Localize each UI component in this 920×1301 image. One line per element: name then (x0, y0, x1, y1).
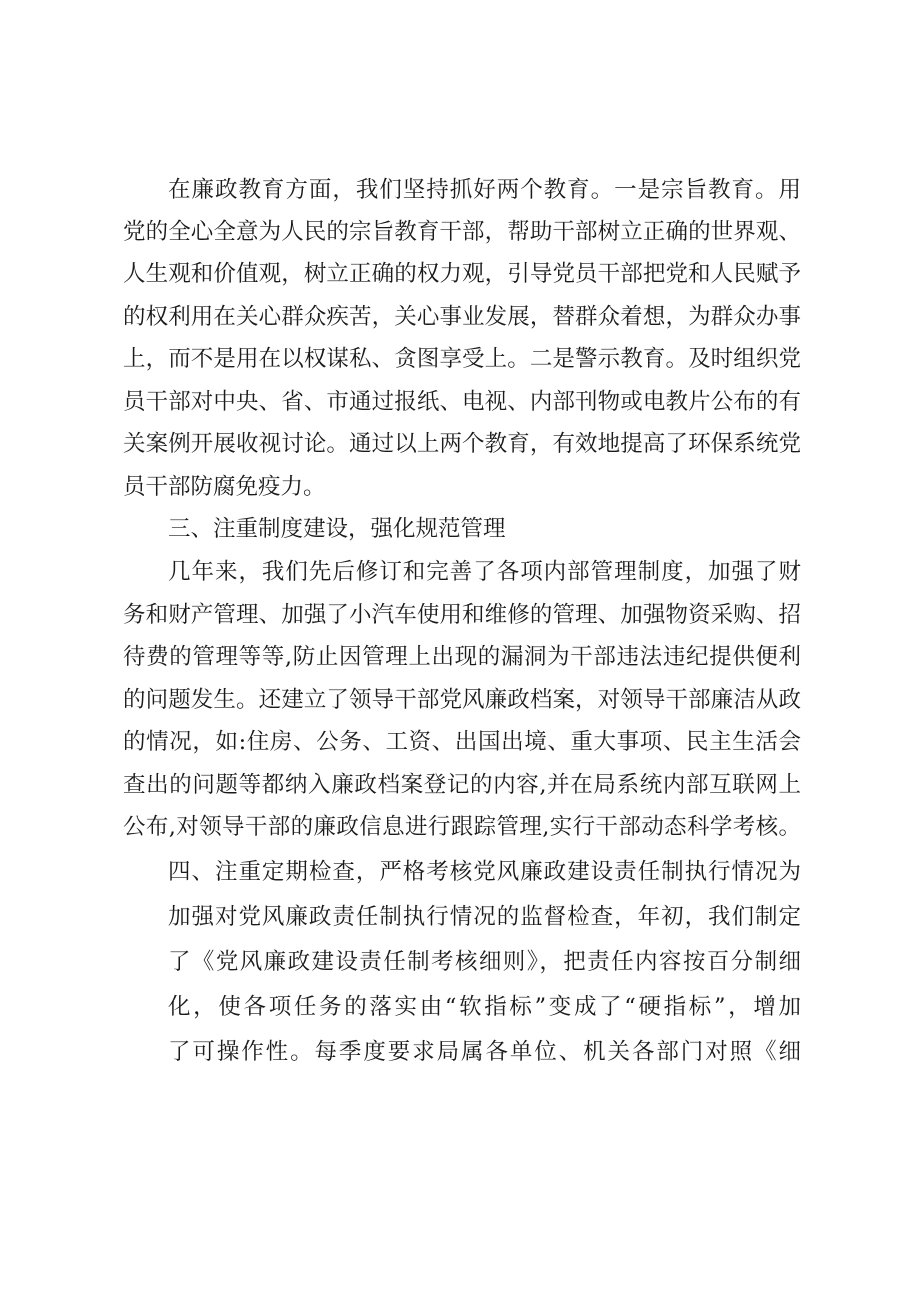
section-heading: 三、注重制度建设，强化规范管理 (168, 516, 506, 542)
paragraph-line: 在廉政教育方面，我们坚持抓好两个教育。一是宗旨教育。用 (168, 177, 801, 203)
paragraph-line: 公布,对领导干部的廉政信息进行跟踪管理,实行干部动态科学考核。 (123, 814, 801, 840)
paragraph-line: 的权利用在关心群众疾苦，关心事业发展，替群众着想，为群众办事 (123, 304, 801, 330)
paragraph-line: 的情况，如:住房、公务、工资、出国出境、重大事项、民主生活会 (123, 729, 801, 755)
paragraph-line: 人生观和价值观，树立正确的权力观，引导党员干部把党和人民赋予 (123, 261, 801, 287)
paragraph-line: 的问题发生。还建立了领导干部党风廉政档案，对领导干部廉洁从政 (123, 687, 801, 713)
paragraph-line: 员干部对中央、省、市通过报纸、电视、内部刊物或电教片公布的有 (123, 389, 801, 415)
paragraph-line: 加强对党风廉政责任制执行情况的监督检查，年初，我们制定 (168, 904, 801, 930)
paragraph-line: 了《党风廉政建设责任制考核细则》，把责任内容按百分制细 (168, 949, 801, 975)
section-heading: 四、注重定期检查，严格考核党风廉政建设责任制执行情况为 (168, 859, 801, 885)
paragraph-line: 党的全心全意为人民的宗旨教育干部，帮助干部树立正确的世界观、 (123, 219, 801, 245)
paragraph-line: 待费的管理等等,防止因管理上出现的漏洞为干部违法违纪提供便利 (123, 644, 801, 670)
paragraph-line: 上，而不是用在以权谋私、贪图享受上。二是警示教育。及时组织党 (123, 346, 801, 372)
paragraph-line: 了可操作性。每季度要求局属各单位、机关各部门对照《细 (168, 1039, 801, 1065)
paragraph-line: 几年来，我们先后修订和完善了各项内部管理制度，加强了财 (168, 559, 801, 585)
paragraph-line: 关案例开展收视讨论。通过以上两个教育，有效地提高了环保系统党 (123, 431, 801, 457)
paragraph-line: 务和财产管理、加强了小汽车使用和维修的管理、加强物资采购、招 (123, 602, 801, 628)
paragraph-line: 查出的问题等都纳入廉政档案登记的内容,并在局系统内部互联网上 (123, 772, 801, 798)
paragraph-line: 员干部防腐免疫力。 (123, 474, 326, 500)
paragraph-line: 化，使各项任务的落实由“软指标”变成了“硬指标”，增加 (168, 994, 801, 1020)
